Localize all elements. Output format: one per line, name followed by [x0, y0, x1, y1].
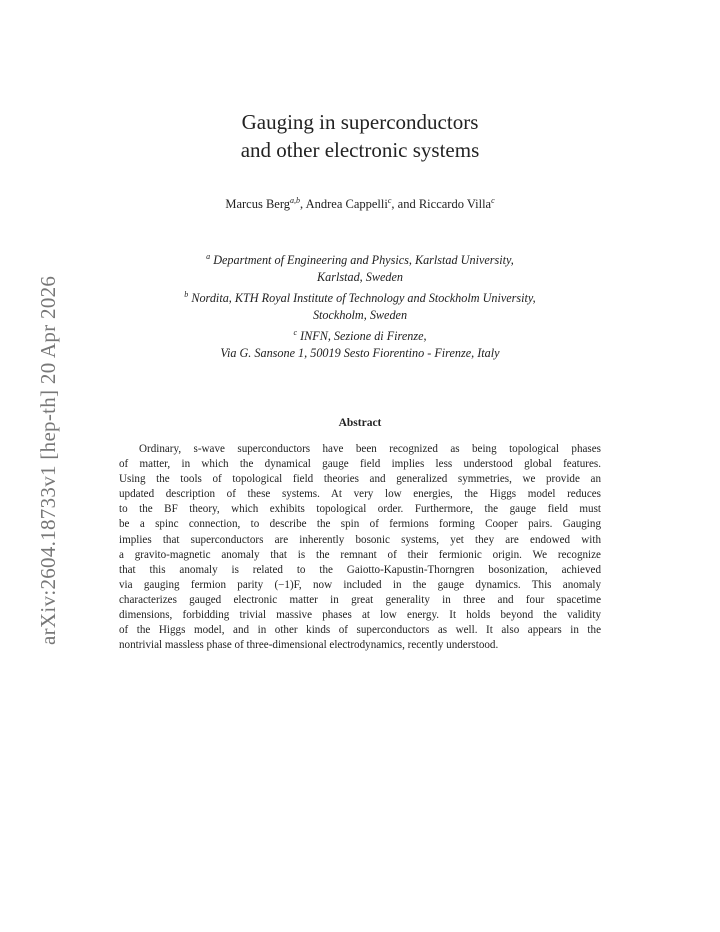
affiliation-line: Stockholm, Sweden: [312, 308, 408, 323]
abstract-line: updated description of these systems. At very low energies, the Higgs model reduces: [119, 488, 601, 501]
affiliation-line: [0, 286, 720, 307]
title-line-1: Gauging in superconductors: [241, 110, 479, 134]
author-name: Marcus Berg: [225, 197, 291, 212]
author-affil-marker: c: [491, 196, 495, 205]
abstract-line: Ordinary, s-wave superconductors have been recognized as being topological phases: [139, 443, 601, 455]
abstract-line: Using the tools of topological field theories and generalized symmetries, we provide an: [119, 473, 601, 486]
author-affil-marker: a,b: [290, 196, 301, 205]
paper-title: [0, 108, 720, 164]
abstract-line: a gravito-magnetic anomaly that is the remnant of their fermionic origin. We recognize: [119, 548, 601, 561]
abstract-body: [119, 442, 601, 653]
affiliation-line: Karlstad, Sweden: [317, 270, 403, 285]
affiliation-marker: c: [293, 328, 298, 338]
affiliation-text: Department of Engineering and Physics, Karlstad University,: [213, 253, 514, 268]
affiliation-list: [0, 248, 720, 362]
abstract-line: to the BF theory, which exhibits topological order. Furthermore, the gauge field must: [119, 503, 601, 516]
affiliation-marker: b: [184, 290, 189, 300]
affiliation-marker: a: [206, 252, 211, 261]
author-list: Marcus Berg$^{a,b}$, Andrea Cappelli$^c$, and Riccardo Villa$^c$: [225, 196, 495, 212]
abstract-line: characterizes gauged electronic matter in great generality in three and four spacetime: [119, 593, 601, 606]
abstract-heading: Abstract: [338, 417, 382, 429]
affiliation-line: [0, 324, 720, 345]
affiliation-text: Nordita, KTH Royal Institute of Technology and Stockholm University,: [191, 291, 536, 306]
abstract-line: implies that superconductors are inherently bosonic systems, yet they are endowed with: [119, 533, 601, 546]
abstract-line: nontrivial massless phase of three-dimensional electrodynamics, recently understood.: [119, 639, 499, 652]
abstract-line: that this anomaly is related to the Gaiotto-Kapustin-Thorngren bosonization, achieved: [119, 563, 601, 576]
author-name: Riccardo Villa: [418, 197, 492, 212]
abstract-line: dimensions, forbidding trivial massive phases at low energy. It holds beyond the validity: [119, 609, 601, 622]
abstract-line: be a spinc connection, to describe the spin of fermions forming Cooper pairs. Gauging: [119, 518, 601, 531]
abstract-line: of the Higgs model, and in other kinds of superconductors as well. It also appears in the: [119, 624, 601, 637]
arxiv-identifier: arXiv:2604.18733v1 [hep-th] 20 Apr 2026: [36, 275, 60, 645]
author-name: Andrea Cappelli: [305, 197, 388, 212]
author-affil-marker: c: [387, 196, 392, 205]
abstract-line: via gauging fermion parity (−1)F, now included in the gauge dynamics. This anomaly: [119, 578, 601, 591]
affiliation-text: INFN, Sezione di Firenze,: [300, 329, 427, 344]
title-line-2: and other electronic systems: [240, 138, 480, 162]
affiliation-line: [0, 248, 720, 269]
abstract-line: of matter, in which the dynamical gauge field implies less understood global features.: [119, 458, 601, 471]
affiliation-line: Via G. Sansone 1, 50019 Sesto Fiorentino - Firenze, Italy: [220, 346, 500, 361]
